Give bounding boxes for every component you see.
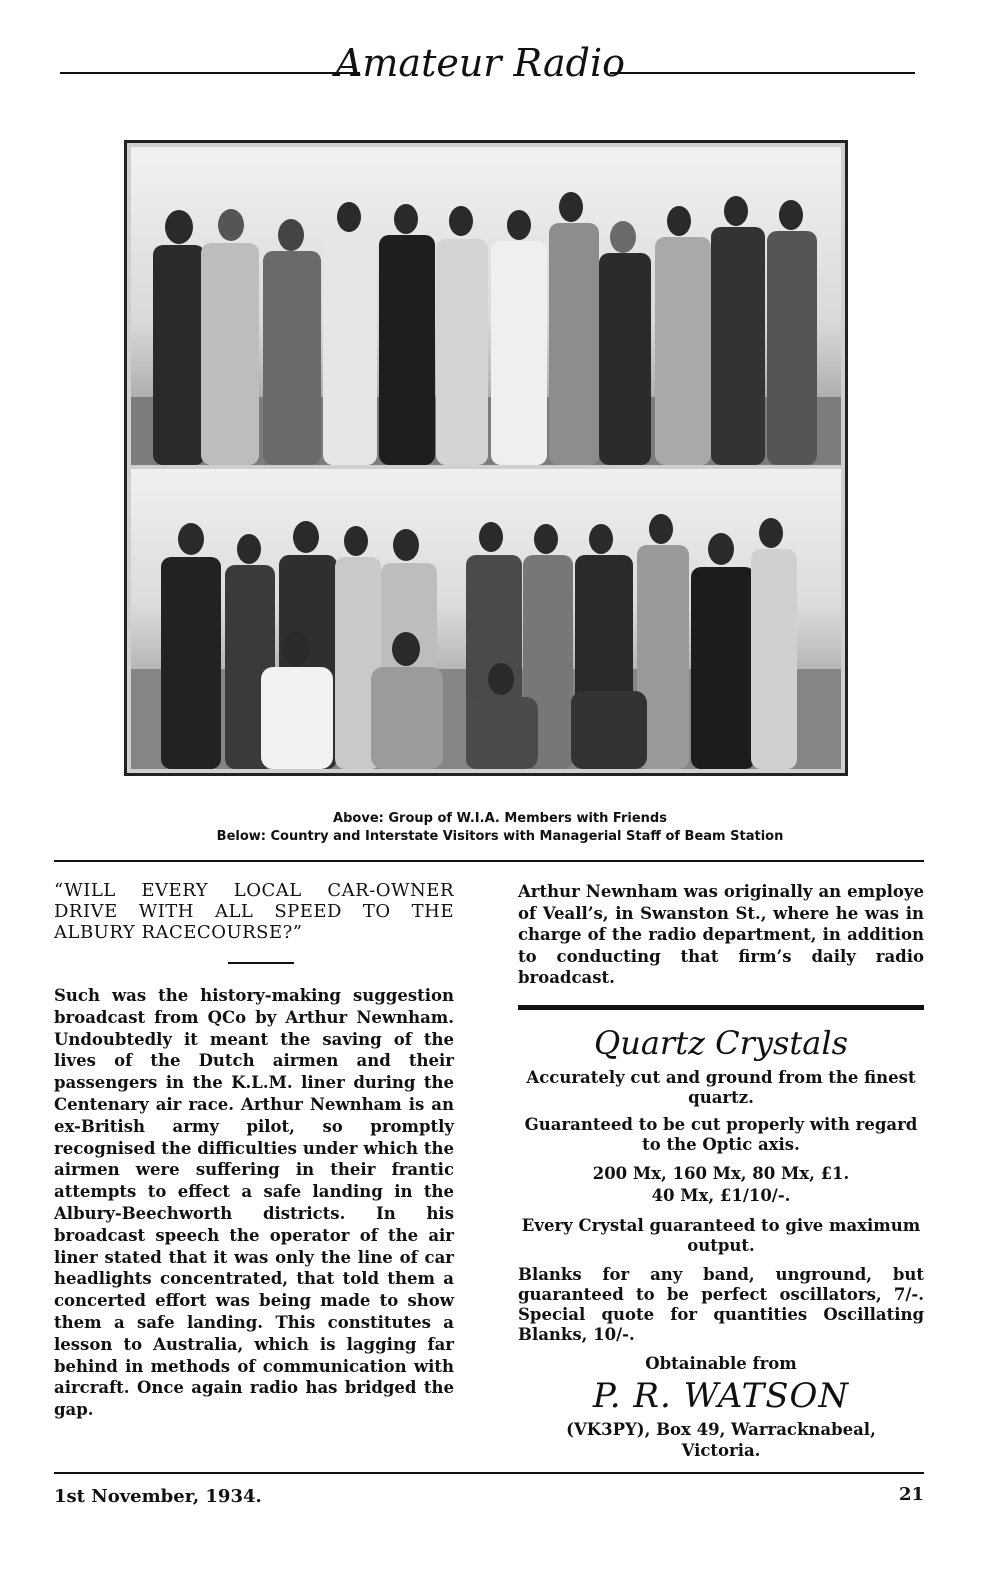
masthead-rule-right [610, 72, 915, 74]
advert-prices-2: 40 Mx, £1/10/-. [651, 1186, 791, 1205]
advert-line-accurately: Accurately cut and ground from the finest quartz. [526, 1068, 916, 1107]
caption-above-label: Above: [333, 811, 384, 826]
caption-below-text: Country and Interstate Visitors with Managerial Staff of Beam Station [270, 829, 784, 844]
headline-short-rule [228, 962, 294, 964]
advert-top-rule [518, 1005, 924, 1010]
advert-line-blanks: Blanks for any band, unground, but guaranteed to be perfect oscillators, 7/-. Special quote for quantities Oscillating Blanks, 10/-. [518, 1265, 924, 1344]
article-headline: “WILL EVERY LOCAL CAR-OWNER DRIVE WITH ALL SPEED TO THE ALBURY RACECOURSE?” [54, 880, 454, 943]
advert-line-guaranteed: Guaranteed to be cut properly with regard to the Optic axis. [524, 1115, 918, 1154]
advert-address-1: (VK3PY), Box 49, Warracknabeal, [566, 1420, 876, 1439]
article-continuation: Arthur Newnham was originally an employe of Veall’s, in Swanston St., where he was in charge of the radio department, in addition to conducting that firm’s daily radio broadcast. [518, 882, 924, 987]
caption-above-text: Group of W.I.A. Members with Friends [388, 811, 667, 826]
photo-caption-below [0, 828, 1000, 845]
footer-date: 1st November, 1934. [54, 1486, 262, 1507]
advert-prices-1: 200 Mx, 160 Mx, 80 Mx, £1. [592, 1164, 850, 1183]
advert-line-every-crystal: Every Crystal guaranteed to give maximum output. [521, 1216, 921, 1255]
footer-rule [54, 1472, 924, 1474]
photo-caption-above [0, 810, 1000, 827]
masthead-title: Amateur Radio [334, 41, 626, 85]
caption-rule [54, 860, 924, 862]
group-photo-bottom [131, 469, 841, 769]
caption-below-label: Below: [216, 829, 266, 844]
advert-obtainable: Obtainable from [645, 1354, 797, 1373]
article-body: Such was the history-making suggestion broadcast from QCo by Arthur Newnham. Undoubtedly it meant the saving of the lives of the Dutch airmen and their passengers in the K.L.M. liner during the Centenary air race. Arthur Newnham is an ex-British army pilot, so promptly recognised the difficulties under which the airmen were suffering in their frantic attempts to effect a safe landing in the Albury-Beechworth districts. In his broadcast speech the operator of the air liner stated that it was only the line of car headlights concentrated, that told them a concerted effort was being made to show them a safe landing. This constitutes a lesson to Australia, which is lagging far behind in methods of communication with aircraft. Once again radio has bridged the gap. [54, 986, 454, 1420]
page-number: 21 [898, 1484, 924, 1505]
photo-frame [124, 140, 848, 776]
advert-address-2: Victoria. [681, 1441, 761, 1460]
advert-dealer-name: P. R. WATSON [592, 1376, 850, 1416]
masthead-rule-left [60, 72, 360, 74]
group-photo-top [131, 147, 841, 465]
advert-title: Quartz Crystals [594, 1024, 848, 1062]
